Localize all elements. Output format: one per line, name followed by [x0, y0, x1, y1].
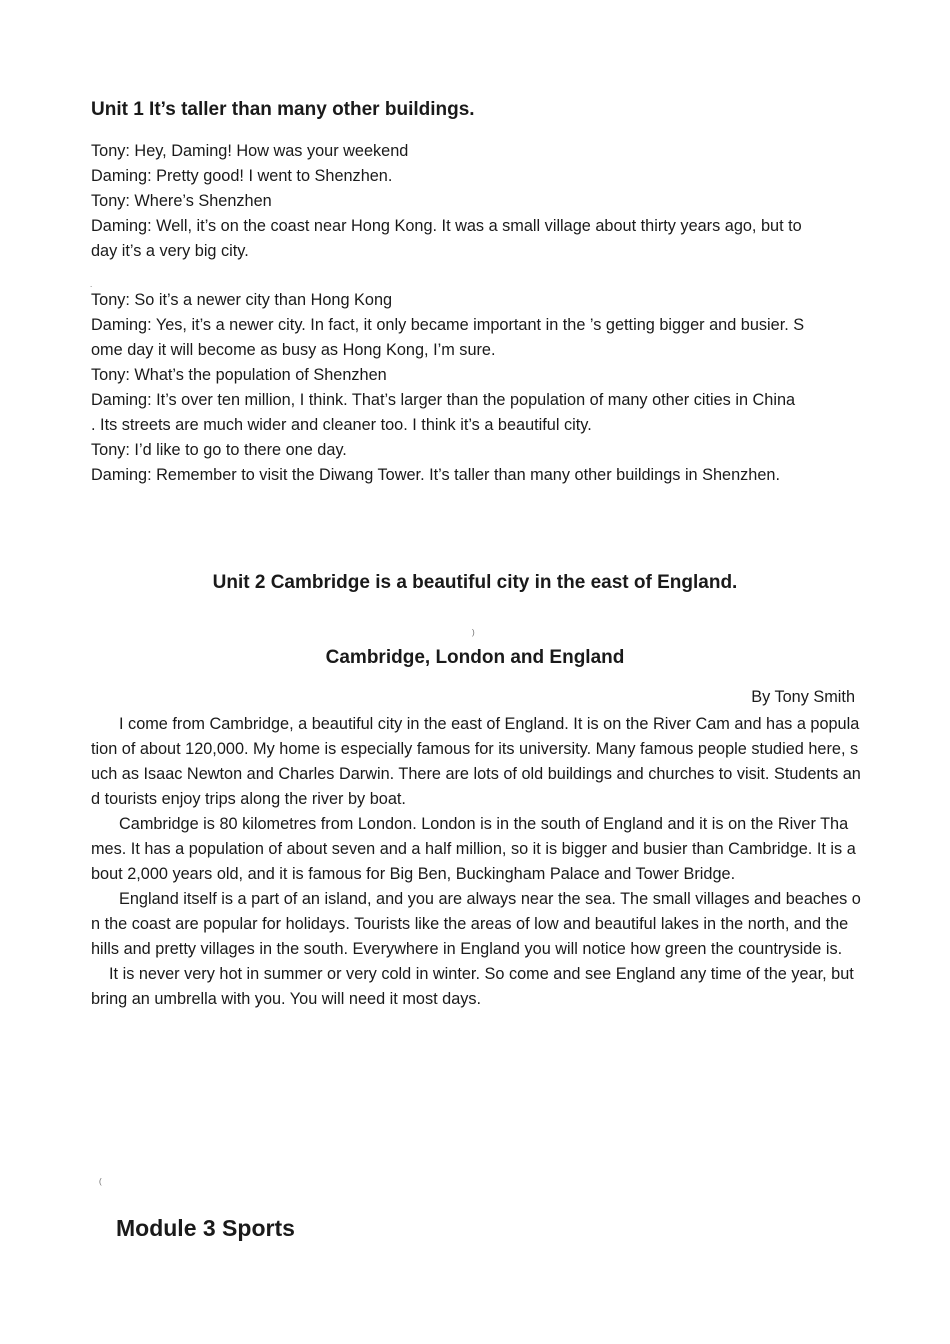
article-paragraph: I come from Cambridge, a beautiful city in the east of England. It is on the River Cam and has a population of about 120,000. My home is especially famous for its university. Many famous people studied here, such as Isaac Newton and Charles Darwin. There are lots of old buildings and churches to visit. Students and tourists enjoy trips along the river by boat. — [91, 715, 861, 808]
dialogue-line: Daming: Pretty good! I went to Shenzhen. — [91, 167, 393, 185]
unit1-title: Unit 1 It’s taller than many other buildings. — [91, 99, 475, 120]
dialogue-line: Tony: So it’s a newer city than Hong Kong — [91, 291, 393, 309]
unit2-title: Unit 2 Cambridge is a beautiful city in the east of England. — [212, 572, 738, 593]
article-paragraph: Cambridge is 80 kilometres from London. London is in the south of England and it is on the River Thames. It has a population of about seven and a half million, so it is bigger and busier than Cambridge. It is about 2,000 years old, and it is famous for Big Ben, Buckingham Palace and Tower Bridge. — [91, 815, 856, 883]
dialogue-line: day it’s a very big city. — [91, 242, 249, 260]
unit1-dialogue-part1 — [91, 139, 861, 264]
module3-title: Module 3 Sports — [116, 1215, 295, 1241]
dialogue-line: Tony: I’d like to go to there one day. — [91, 441, 347, 459]
article-body — [91, 712, 861, 1012]
stray-dot-mark: . — [90, 280, 93, 289]
stray-paren-mark: ) — [472, 628, 475, 637]
dialogue-line: . Its streets are much wider and cleaner too. I think it’s a beautiful city. — [91, 416, 592, 434]
dialogue-line: Daming: Yes, it’s a newer city. In fact, it only became important in the ’s getting bigger and busier. S — [91, 316, 805, 334]
stray-paren-mark: ( — [99, 1177, 102, 1186]
dialogue-line: Daming: Well, it’s on the coast near Hong Kong. It was a small village about thirty years ago, but to — [91, 217, 802, 235]
dialogue-line: Tony: Hey, Daming! How was your weekend — [91, 142, 409, 160]
article-byline: By Tony Smith — [751, 688, 855, 706]
dialogue-line: ome day it will become as busy as Hong Kong, I’m sure. — [91, 341, 496, 359]
article-paragraph: England itself is a part of an island, and you are always near the sea. The small villages and beaches on the coast are popular for holidays. Tourists like the areas of low and beautiful lakes in the north, and the hills and pretty villages in the south. Everywhere in England you will notice how green the countryside is. — [91, 890, 861, 958]
article-paragraph: It is never very hot in summer or very cold in winter. So come and see England any time of the year, but bring an umbrella with you. You will need it most days. — [91, 965, 854, 1008]
article-title: Cambridge, London and England — [325, 647, 625, 668]
unit1-dialogue-part2 — [91, 288, 861, 488]
dialogue-line: Tony: What’s the population of Shenzhen — [91, 366, 387, 384]
dialogue-line: Daming: Remember to visit the Diwang Tower. It’s taller than many other buildings in Shenzhen. — [91, 466, 780, 484]
dialogue-line: Tony: Where’s Shenzhen — [91, 192, 272, 210]
dialogue-line: Daming: It’s over ten million, I think. That’s larger than the population of many other cities in China — [91, 391, 796, 409]
